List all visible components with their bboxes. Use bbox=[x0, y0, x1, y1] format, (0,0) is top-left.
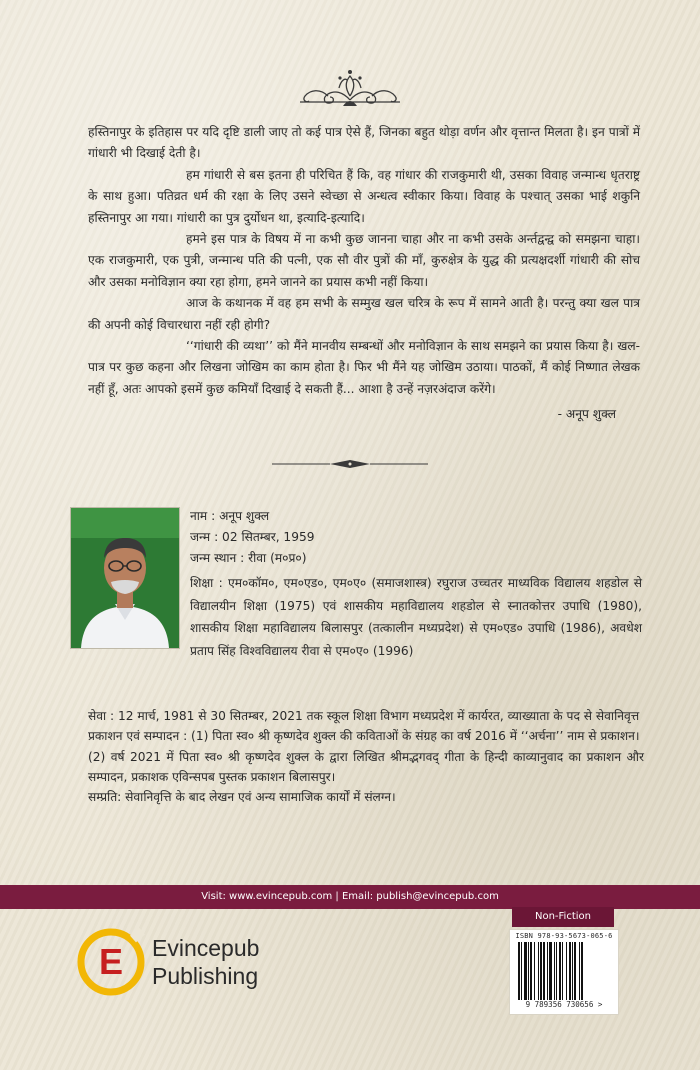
service-line-2: प्रकाशन एवं सम्पादन : (1) पिता स्व० श्री कृष्णदेव शुक्ल की कविताओं के संग्रह का वर्ष 2016 में ‘‘अर्चना’’ नाम से प्रकाशन। bbox=[88, 729, 640, 744]
barcode-bar bbox=[540, 942, 542, 1000]
barcode-bar bbox=[538, 942, 539, 1000]
barcode-bar bbox=[581, 942, 583, 1000]
preface-paragraph-3: हमने इस पात्र के विषय में ना कभी कुछ जानना चाहा और ना कभी उसके अर्न्तद्वन्द्व को समझना चाहा। एक राजकुमारी, एक पुत्री, जन्मान्ध पति की पत्नी, एक सौ वीर पुत्रों की माँ, कुरुक्षेत्र के युद्ध की प्रत्यक्षदर्शी गांधारी की सोच और उसका मनोविज्ञान क्या रहा होगा, हमने जानने का प्रयास कभी नहीं किया। bbox=[88, 232, 640, 289]
barcode-bar bbox=[534, 942, 535, 1000]
barcode-bar bbox=[579, 942, 580, 1000]
barcode-bar bbox=[521, 942, 522, 1000]
author-education: शिक्षा : एम०कॉम०, एम०एड०, एम०ए० (समाजशास्त्र) रघुराज उच्चतर माध्यविक विद्यालय शहडोल से विद्यालयीन शिक्षा (1975) एवं शासकीय महाविद्यालय शहडोल से स्नातकोत्तर उपाधि (1980), शासकीय शिक्षा महाविद्यालय बिलासपुर (तत्कालीन मध्यप्रदेश) से एम०एड० उपाधि (1986), अवधेश प्रताप सिंह विश्वविद्यालय रीवा से एम०ए० (1996) bbox=[190, 576, 642, 658]
barcode-bar bbox=[566, 942, 567, 1000]
barcode-bar bbox=[518, 942, 520, 1000]
author-birth: जन्म : 02 सितम्बर, 1959 bbox=[190, 530, 315, 544]
barcode-bar bbox=[530, 942, 532, 1000]
barcode-icon bbox=[516, 942, 612, 1000]
flourish-ornament-top bbox=[295, 66, 405, 108]
barcode-bar bbox=[556, 942, 557, 1000]
barcode-bar bbox=[524, 942, 527, 1000]
barcode-bar bbox=[547, 942, 548, 1000]
preface-paragraph-5: ‘‘गांधारी की व्यथा’’ को मैंने मानवीय सम्बन्धों और मनोविज्ञान के साथ समझने का प्रयास किया है। खल-पात्र पर कुछ कहना और लिखना जोखिम का काम होता है। फिर भी मैंने यह जोखिम उठाया। पाठकों, मैं कोई निष्णात लेखक नहीं हूँ, अतः आपको इसमें कुछ कमियाँ दिखाई दे सकती हैं... आशा है उन्हें नज़रअंदाज करेंगे। bbox=[88, 339, 640, 396]
service-line-1: सेवा : 12 मार्च, 1981 से 30 सितम्बर, 2021 तक स्कूल शिक्षा विभाग मध्यप्रदेश में कार्यरत, व्याख्याता के पद से सेवानिवृत्त bbox=[88, 709, 640, 723]
preface-paragraph-1: हस्तिनापुर के इतिहास पर यदि दृष्टि डाली जाए तो कई पात्र ऐसे हैं, जिनका बहुत थोड़ा वर्णन और वृत्तान्त मिलता है। इन पात्रों में गांधारी भी दिखाई देती है। bbox=[88, 125, 640, 161]
preface-paragraph-4: आज के कथानक में वह हम सभी के सम्मुख खल चरित्र के रूप में सामने आती है। परन्तु क्या खल पात्र की अपनी कोई विचारधारा नहीं रही होगी? bbox=[88, 296, 640, 332]
barcode-bar bbox=[554, 942, 555, 1000]
section-divider bbox=[270, 458, 430, 470]
genre-label: Non-Fiction bbox=[512, 907, 614, 927]
service-line-4: सम्प्रति: सेवानिवृत्ति के बाद लेखन एवं अन्य सामाजिक कार्यों में संलग्न। bbox=[88, 790, 396, 805]
publisher-logo-icon bbox=[76, 927, 146, 997]
publisher-contact-text: Visit: www.evincepub.com | Email: publish@evincepub.com bbox=[201, 891, 499, 902]
publisher-name-line2: Publishing bbox=[152, 963, 259, 989]
service-line-3: (2) वर्ष 2021 में पिता स्व० श्री कृष्णदेव शुक्ल के द्वारा लिखित श्रीमद्भगवद् गीता के हिन्दी काव्यानुवाद का प्रकाशन और सम्पादन, प्रकाशक एविन्सपब पुस्तक प्रकाशन बिलासपुर। bbox=[88, 749, 644, 784]
publisher-contact-band bbox=[0, 885, 700, 909]
barcode-bar bbox=[562, 942, 563, 1000]
publisher-name-line1: Evincepub bbox=[152, 935, 260, 961]
preface-text bbox=[88, 122, 640, 426]
author-bio-lines bbox=[190, 506, 640, 569]
barcode-bar bbox=[543, 942, 545, 1000]
author-birthplace: जन्म स्थान : रीवा (म०प्र०) bbox=[190, 551, 307, 565]
barcode-bar bbox=[574, 942, 576, 1000]
author-signature: - अनूप शुक्ल bbox=[557, 407, 616, 422]
barcode-digits: 9 789356 730656 > bbox=[525, 1000, 603, 1009]
barcode-bar bbox=[559, 942, 561, 1000]
author-service bbox=[88, 706, 644, 807]
barcode-bar bbox=[549, 942, 552, 1000]
preface-paragraph-2: हम गांधारी से बस इतना ही परिचित हैं कि, वह गांधार की राजकुमारी थी, उसका विवाह जन्मान्ध धृतराष्ट्र के साथ हुआ। पतिव्रत धर्म की रक्षा के लिए उसने स्वेच्छा से अन्धत्व स्वीकार किया। विवाह के पश्चात् उसका भाई शकुनि हस्तिनापुर आ गया। गांधारी का पुत्र दुर्योधन था, इत्यादि-इत्यादि। bbox=[88, 167, 640, 225]
author-name: नाम : अनूप शुक्ल bbox=[190, 509, 270, 523]
author-portrait-image bbox=[71, 508, 179, 648]
barcode-bar bbox=[569, 942, 571, 1000]
isbn-text: ISBN 978-93-5673-065-6 bbox=[515, 932, 613, 940]
isbn-barcode bbox=[509, 929, 619, 1015]
barcode-bar bbox=[572, 942, 573, 1000]
publisher-logo-letter: E bbox=[98, 941, 124, 982]
barcode-bar bbox=[528, 942, 529, 1000]
author-photo bbox=[70, 507, 180, 649]
